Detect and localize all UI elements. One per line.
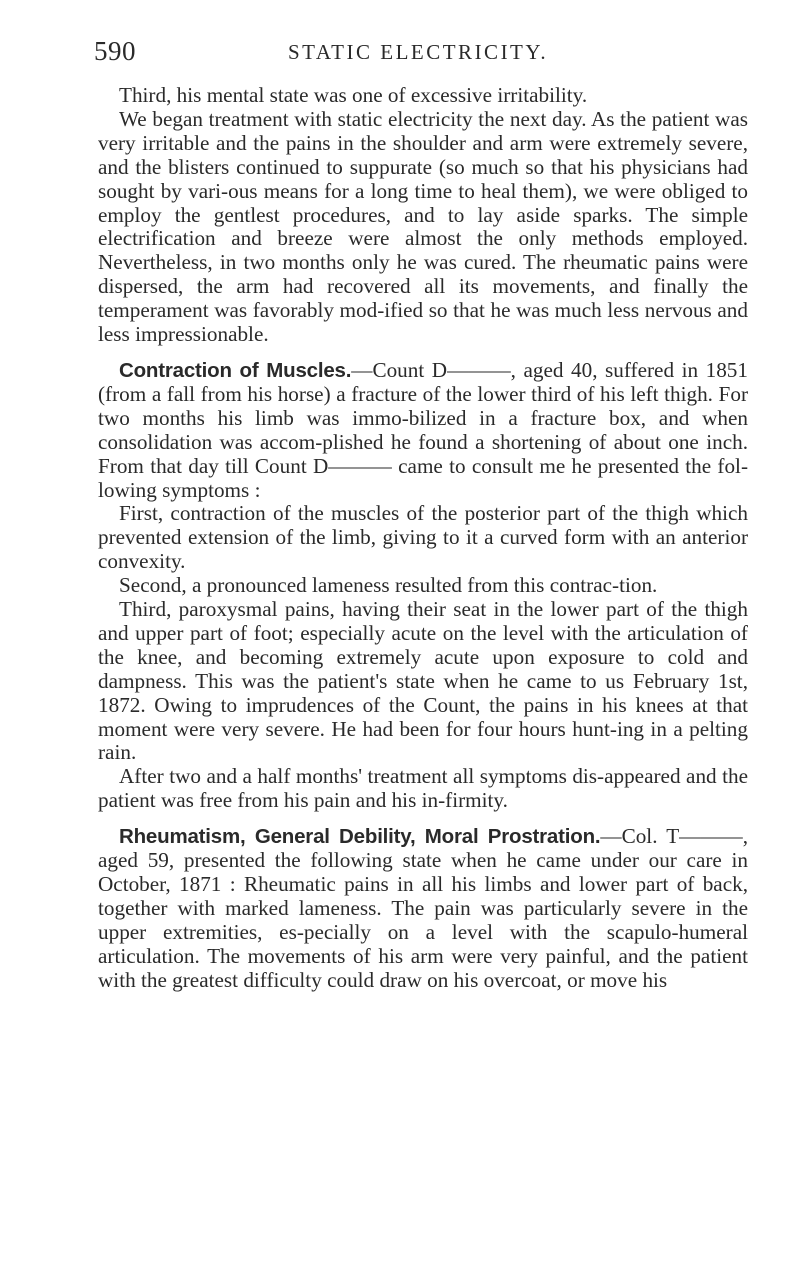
paragraph: First, contraction of the muscles of the posterior part of the thigh which prevented extension of the limb, giving to it a curved form with an anterior convexity. (98, 501, 748, 574)
paragraph: We began treatment with static electricity the next day. As the patient was very irritable and the pains in the shoulder and arm were extremely severe, and the blisters continued to suppurate (so much so that his physicians had sought by vari-ous means for a long time to heal them), we were obliged to employ the gentlest procedures, and to lay aside sparks. The simple electrification and breeze were almost the only methods employed. Nevertheless, in two months only he was cured. The rheumatic pains were dispersed, the arm had recovered all its movements, and finally the temperament was favorably mod-ified so that he was much less nervous and less impressionable. (98, 106, 748, 347)
section-paragraph (98, 359, 748, 502)
paragraph-text: —Col. T———, aged 59, presented the following state when he came under our care in October, 1871 : Rheumatic pains in all his limbs and lower part of back, together with marked lameness. The pain was particularly severe in the upper extremities, es-pecially on a level with the scapulo-humeral articulation. The movements of his arm were very painful, and the patient with the greatest difficulty could draw on his overcoat, or move his (98, 824, 749, 992)
section-heading-contraction: Contraction of Muscles. (119, 358, 352, 382)
paragraph: Second, a pronounced lameness resulted from this contrac-tion. (119, 573, 658, 598)
page-number: 590 (94, 36, 136, 66)
running-title: STATIC ELECTRICITY. (288, 40, 549, 64)
page-header (94, 36, 748, 70)
paragraph: Third, his mental state was one of excessive irritability. (119, 83, 588, 107)
paragraph: After two and a half months' treatment all symptoms dis-appeared and the patient was free from his pain and his in-firmity. (98, 764, 748, 813)
body-text (98, 84, 748, 993)
paragraph: Third, paroxysmal pains, having their seat in the lower part of the thigh and upper part of foot; especially acute on the level with the articulation of the knee, and becoming extremely acute upon exposure to cold and dampness. This was the patient's state when he came to us February 1st, 1872. Owing to imprudences of the Count, the pains in his knees at that moment were very severe. He had been for four hours hunt-ing in a pelting rain. (98, 597, 748, 765)
paragraph-text: —Count D———, aged 40, suffered in 1851 (from a fall from his horse) a fracture of the lower third of his left thigh. For two months his limb was immo-bilized in a fracture box, and when consolidation was accom-plished he found a shortening of about one inch. From that day till Count D——— came to consult me he presented the fol-lowing symptoms : (98, 357, 748, 502)
section-heading-rheumatism: Rheumatism, General Debility, Moral Prostration. (119, 825, 601, 849)
section-paragraph (98, 825, 748, 992)
